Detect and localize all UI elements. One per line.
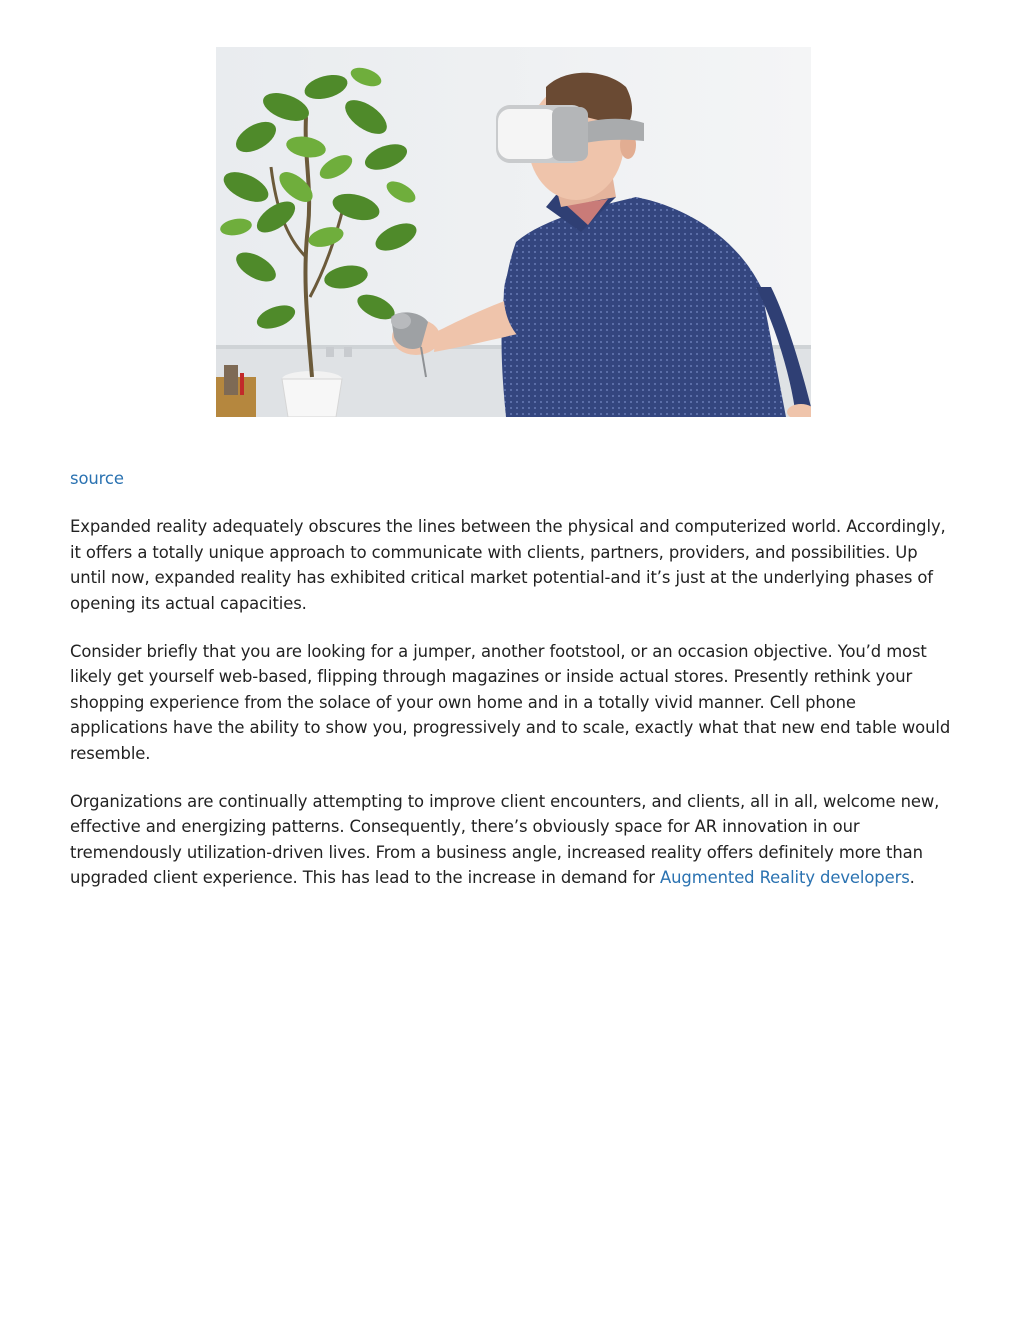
paragraph-shopping: Consider briefly that you are looking for a jumper, another footstool, or an occasion objective. You’d most likely get yourself web-based, flipping through magazines or inside actual stores. Presently rethink your shopping experience from the solace of your own home and in a totally vivid manner. Cell phone applications have the ability to show you, progressively and to scale, exactly what that new end table would resemble. <box>70 641 951 763</box>
article-body <box>70 466 954 913</box>
paragraph-organizations <box>70 789 954 891</box>
paragraph-organizations-text: Organizations are continually attempting to improve client encounters, and clients, all in all, welcome new, effective and energizing patterns. Consequently, there’s obviously space for AR innovation in our tremendously utilization-driven lives. From a business angle, increased reality offers definitely more than upgraded client experience. This has lead to the increase in demand for <box>70 791 940 887</box>
paragraph-expanded-reality: Expanded reality adequately obscures the lines between the physical and computerized world. Accordingly, it offers a totally unique approach to communicate with clients, partners, providers, and possibilities. Up until now, expanded reality has exhibited critical market potential-and it’s just at the underlying phases of opening its actual capacities. <box>70 517 946 613</box>
paragraph-end-punctuation: . <box>909 868 915 887</box>
source-paragraph <box>70 466 954 492</box>
ar-developers-link[interactable]: Augmented Reality developers <box>660 868 910 887</box>
vr-headset-photo <box>216 47 811 417</box>
source-link[interactable]: source <box>70 469 124 488</box>
